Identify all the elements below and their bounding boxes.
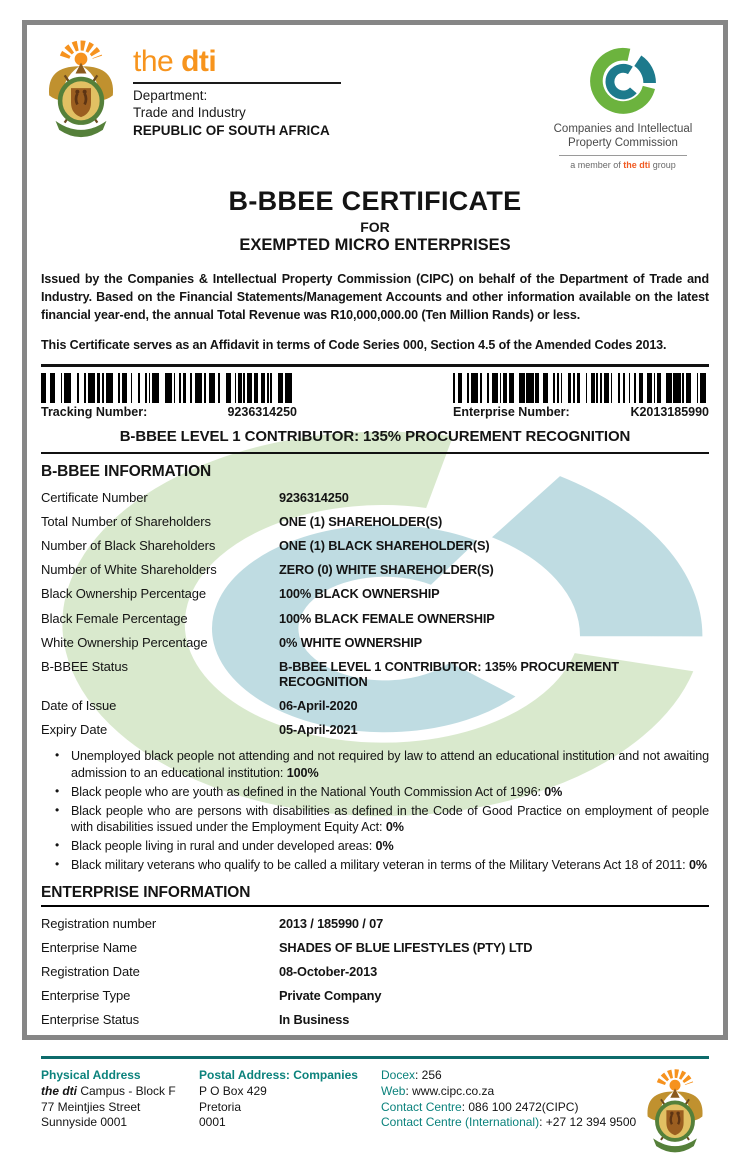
dti-logo-block bbox=[133, 39, 341, 139]
bullet-value: 0% bbox=[375, 839, 394, 854]
field-value: 2013 / 185990 / 07 bbox=[279, 915, 384, 931]
field-value: 05-April-2021 bbox=[279, 722, 358, 738]
cipc-rule bbox=[559, 155, 687, 156]
issued-by-paragraph: Issued by the Companies & Intellectual Property Commission (CIPC) on behalf of the Department of Trade and Industry. Based on the Financial Statements/Management Accounts and other information available on the latest financial year-end, the annual Total Revenue was R10,000,000.00 (Ten Million Rands) or less. bbox=[41, 272, 709, 322]
field-label: Enterprise Status bbox=[41, 1012, 140, 1028]
field-row bbox=[41, 533, 709, 557]
field-value: 100% BLACK OWNERSHIP bbox=[279, 586, 440, 602]
field-row bbox=[41, 630, 709, 654]
field-label: Black Female Percentage bbox=[41, 610, 188, 626]
field-label: Number of Black Shareholders bbox=[41, 538, 216, 553]
contact-line bbox=[381, 1100, 643, 1116]
field-label: White Ownership Percentage bbox=[41, 634, 208, 650]
bullet-text: Black military veterans who qualify to be called a military veteran in terms of the Military Veterans Act 18 of 2011: 0% bbox=[71, 858, 707, 873]
contact-line bbox=[381, 1084, 643, 1100]
field-value: 06-April-2020 bbox=[279, 698, 358, 714]
field-row bbox=[41, 718, 709, 742]
field-row bbox=[41, 485, 709, 509]
field-value: SHADES OF BLUE LIFESTYLES (PTY) LTD bbox=[279, 939, 533, 955]
postal-address-line2: Pretoria bbox=[199, 1099, 242, 1114]
field-label: Total Number of Shareholders bbox=[41, 513, 211, 529]
bullet-icon bbox=[55, 748, 71, 781]
contact-value: : www.cipc.co.za bbox=[405, 1083, 495, 1098]
enterprise-group bbox=[453, 373, 709, 419]
barcode-row bbox=[41, 373, 709, 419]
physical-address-line3: Sunnyside 0001 bbox=[41, 1115, 128, 1130]
contact-line bbox=[381, 1068, 643, 1084]
cipc-member-brand: the dti bbox=[623, 160, 651, 171]
bullet-value: 0% bbox=[688, 858, 707, 873]
coat-of-arms-icon bbox=[43, 39, 119, 139]
field-value: 100% BLACK FEMALE OWNERSHIP bbox=[279, 610, 495, 626]
postal-address-line3: 0001 bbox=[199, 1115, 226, 1130]
department-name: Trade and Industry bbox=[133, 104, 246, 120]
postal-address-line1: P O Box 429 bbox=[199, 1083, 267, 1098]
physical-address-brand: the dti bbox=[41, 1083, 77, 1098]
cipc-member-line: a member of the dti group bbox=[570, 160, 676, 171]
contact-label: Web bbox=[381, 1083, 406, 1098]
field-label: Certificate Number bbox=[41, 489, 148, 505]
field-row bbox=[41, 959, 709, 983]
field-row bbox=[41, 935, 709, 959]
contact-value: : 256 bbox=[415, 1067, 442, 1082]
physical-address-heading: Physical Address bbox=[41, 1067, 141, 1082]
cipc-name-line2: Property Commission bbox=[568, 137, 678, 150]
coat-of-arms-footer-icon bbox=[643, 1068, 707, 1154]
field-label: B-BBEE Status bbox=[41, 658, 128, 674]
affidavit-paragraph: This Certificate serves as an Affidavit in terms of Code Series 000, Section 4.5 of the Amended Codes 2013. bbox=[41, 338, 667, 353]
bullet-item bbox=[41, 783, 709, 802]
cipc-logo-block bbox=[539, 39, 707, 170]
bbbee-bullets bbox=[41, 747, 709, 875]
tracking-barcode bbox=[41, 373, 297, 403]
enterprise-information-heading: ENTERPRISE INFORMATION bbox=[41, 884, 709, 907]
footer-divider bbox=[41, 1056, 709, 1059]
field-label: Registration Date bbox=[41, 964, 140, 980]
field-value: 0% WHITE OWNERSHIP bbox=[279, 634, 423, 650]
field-row bbox=[41, 694, 709, 718]
bullet-icon bbox=[55, 838, 71, 855]
tracking-number-value: 9236314250 bbox=[227, 405, 297, 420]
bullet-text: Black people who are youth as defined in the National Youth Commission Act of 1996: 0% bbox=[71, 784, 563, 799]
field-value: ONE (1) BLACK SHAREHOLDER(S) bbox=[279, 538, 490, 553]
field-value: 9236314250 bbox=[279, 489, 349, 505]
tracking-group bbox=[41, 373, 297, 419]
bullet-text: Black people who are persons with disabilities as defined in the Code of Good Practice on employment of people with disabilities issued under the Employment Equity Act: 0% bbox=[71, 803, 709, 835]
footer bbox=[41, 1068, 709, 1154]
physical-address-block bbox=[41, 1068, 193, 1154]
dti-logo bbox=[133, 47, 341, 77]
certificate-title-for: FOR bbox=[360, 219, 390, 236]
postal-address-block bbox=[199, 1068, 381, 1154]
cipc-name-line1: Companies and Intellectual bbox=[553, 123, 693, 135]
bullet-item bbox=[41, 856, 709, 875]
field-row bbox=[41, 558, 709, 582]
department-label: Department: bbox=[133, 88, 208, 103]
contact-block bbox=[381, 1068, 643, 1154]
title-block bbox=[41, 186, 709, 255]
field-value: ZERO (0) WHITE SHAREHOLDER(S) bbox=[279, 562, 494, 578]
field-value: In Business bbox=[279, 1012, 350, 1028]
field-value: Private Company bbox=[279, 988, 382, 1004]
bullet-item bbox=[41, 747, 709, 783]
physical-address-line2: 77 Meintjies Street bbox=[41, 1099, 141, 1114]
bullet-value: 100% bbox=[286, 765, 319, 780]
field-row bbox=[41, 582, 709, 606]
field-row bbox=[41, 654, 709, 693]
bullet-item bbox=[41, 837, 709, 856]
certificate-frame bbox=[22, 20, 728, 1130]
bullet-icon bbox=[55, 857, 71, 874]
contact-label: Docex bbox=[381, 1067, 416, 1082]
field-label: Black Ownership Percentage bbox=[41, 586, 207, 602]
contact-value: : 086 100 2472(CIPC) bbox=[461, 1099, 579, 1114]
field-row bbox=[41, 911, 709, 935]
enterprise-number-label: Enterprise Number: bbox=[453, 405, 570, 420]
header bbox=[41, 39, 709, 170]
postal-address-heading: Postal Address: Companies bbox=[199, 1067, 358, 1082]
country-name: REPUBLIC OF SOUTH AFRICA bbox=[133, 122, 330, 138]
field-row bbox=[41, 984, 709, 1008]
enterprise-number-value: K2013185990 bbox=[630, 405, 709, 420]
bullet-icon bbox=[55, 803, 71, 836]
certificate-subtitle: EXEMPTED MICRO ENTERPRISES bbox=[239, 236, 511, 255]
enterprise-fields bbox=[41, 911, 709, 1032]
field-label: Expiry Date bbox=[41, 722, 108, 738]
field-label: Enterprise Type bbox=[41, 988, 131, 1004]
divider-thick bbox=[41, 364, 709, 367]
field-label: Number of White Shareholders bbox=[41, 562, 217, 578]
contact-label: Contact Centre (International) bbox=[381, 1115, 540, 1130]
bbbee-information-heading: B-BBEE INFORMATION bbox=[41, 463, 212, 481]
field-label: Registration number bbox=[41, 915, 157, 931]
intro-block bbox=[41, 271, 709, 355]
field-value: 08-October-2013 bbox=[279, 964, 378, 980]
bullet-text: Black people living in rural and under developed areas: 0% bbox=[71, 839, 394, 854]
field-label: Enterprise Name bbox=[41, 939, 138, 955]
bullet-value: 0% bbox=[385, 820, 404, 835]
dti-logo-the: the bbox=[133, 45, 174, 78]
contact-value: : +27 12 394 9500 bbox=[539, 1115, 637, 1130]
dti-logo-rule bbox=[133, 82, 341, 84]
certificate-title: B-BBEE CERTIFICATE bbox=[228, 186, 522, 217]
cipc-swirl-icon bbox=[575, 43, 671, 117]
physical-address-line1: the dti Campus - Block F bbox=[41, 1083, 176, 1098]
dti-logo-dti: dti bbox=[181, 45, 217, 78]
field-value: B-BBEE LEVEL 1 CONTRIBUTOR: 135% PROCUREMENT RECOGNITION bbox=[279, 658, 619, 689]
field-row bbox=[41, 1008, 709, 1032]
enterprise-barcode bbox=[453, 373, 709, 403]
bbbee-level-banner: B-BBEE LEVEL 1 CONTRIBUTOR: 135% PROCUREMENT RECOGNITION bbox=[41, 428, 709, 454]
bullet-icon bbox=[55, 784, 71, 801]
tracking-number-label: Tracking Number: bbox=[41, 405, 148, 420]
field-row bbox=[41, 606, 709, 630]
field-row bbox=[41, 509, 709, 533]
field-label: Date of Issue bbox=[41, 698, 117, 714]
bbbee-fields bbox=[41, 485, 709, 742]
contact-label: Contact Centre bbox=[381, 1099, 462, 1114]
field-value: ONE (1) SHAREHOLDER(S) bbox=[279, 513, 443, 529]
bullet-item bbox=[41, 801, 709, 837]
contact-line bbox=[381, 1115, 643, 1131]
bullet-value: 0% bbox=[544, 784, 563, 799]
bullet-text: Unemployed black people not attending and not required by law to attend an educational institution and not awaiting admission to an educational institution: 100% bbox=[71, 749, 709, 780]
